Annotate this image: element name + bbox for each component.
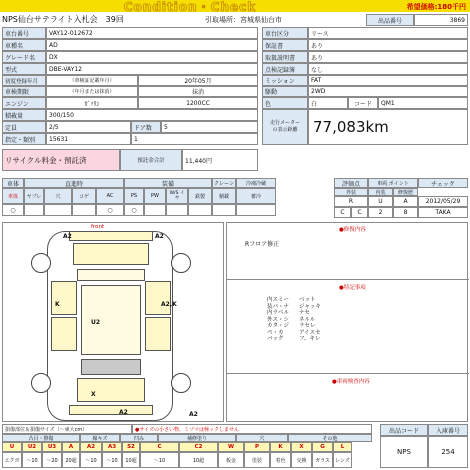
- body-color: 白: [308, 97, 348, 109]
- damage-mark-rear-bumper: A2: [119, 409, 128, 416]
- legend-code-5: A3: [102, 442, 122, 452]
- legend-size-2: ～20: [42, 452, 62, 468]
- special-line-6: バック: [267, 336, 284, 342]
- equip-value-3: [72, 204, 96, 216]
- score-r1-c1: R: [334, 196, 368, 207]
- legend-size-3: 20超: [62, 452, 80, 468]
- legend-size-12: 交換: [291, 452, 312, 468]
- capacity: 2/5: [46, 121, 131, 133]
- usage-label: 車台区分: [262, 27, 308, 39]
- special-notes-col2: [299, 297, 321, 343]
- legend-size-7: ～10: [140, 452, 179, 468]
- legend-col-1: 線キズ: [80, 434, 120, 442]
- back-door[interactable]: [77, 378, 145, 402]
- equip-value-4: ○: [96, 204, 124, 216]
- equip-header-5: PS: [124, 188, 144, 204]
- equip-header-1: ヤブレ: [24, 188, 44, 204]
- special-line2-6: フ、キレ: [299, 336, 321, 342]
- damage-mark-roof: U2: [91, 319, 101, 326]
- equip-header-8: 鉄製: [188, 188, 212, 204]
- legend-col-2: 凹み: [120, 434, 158, 442]
- engine-displacement: 1200CC: [138, 97, 258, 109]
- chassis-number: VAY12-012672: [46, 27, 258, 39]
- equip-header-0: 車体: [2, 188, 24, 204]
- equip-header-9: 積載: [212, 188, 236, 204]
- damage-mark-front-left: A2: [63, 233, 72, 240]
- equip-value-2: [44, 204, 72, 216]
- legend-col-4: 穴: [236, 434, 288, 442]
- score-r2-c1: C: [334, 207, 351, 218]
- legend-size-14: レンズ: [333, 452, 352, 468]
- chassis-label: 車台番号: [2, 27, 46, 39]
- car-name-label: 車種名: [2, 39, 46, 51]
- equip-header-2: 穴: [44, 188, 72, 204]
- mileage-label: [262, 109, 308, 145]
- recycle-fee: 11,440円: [182, 149, 258, 171]
- score-header-int: 内装: [368, 188, 393, 196]
- equip-header-4: AC: [96, 188, 124, 204]
- legend-code-8: C2: [179, 442, 218, 452]
- special-line2-3: ネルル: [299, 316, 316, 323]
- shop-code: NPS: [380, 436, 428, 468]
- roof[interactable]: [81, 285, 141, 355]
- entry-number-label: 出品番号: [366, 14, 414, 26]
- damage-mark-front-right: A2: [155, 233, 164, 240]
- engine-fuel: ｶﾞｿﾘﾝ: [46, 97, 138, 109]
- legend-size-row: [2, 452, 372, 468]
- usage: リース: [308, 27, 468, 39]
- first-registration: 20年05月: [138, 75, 258, 86]
- mileage-label-line2: の表示距離: [272, 127, 298, 133]
- legend-size-10: 塗装: [244, 452, 270, 468]
- equip-header-3: コゲ: [72, 188, 96, 204]
- damage-mark-back-door: X: [91, 391, 96, 398]
- legend-size-11: 着色: [270, 452, 291, 468]
- right-rear-wheel: [171, 373, 191, 393]
- grade: DX: [46, 51, 258, 63]
- special-line-3: 外ス・シ: [267, 316, 290, 323]
- legend-title-2: ●サイズの小さい物、ミゾマは極ックしません: [132, 424, 372, 434]
- score-r2-c3: 2: [368, 207, 393, 218]
- equip-value-8: [188, 204, 212, 216]
- equip-group-equipment: 装備: [124, 178, 212, 188]
- damage-mark-rear-right: A2: [189, 411, 198, 418]
- color-code-label: コード: [348, 97, 378, 109]
- legend-size-8: 10超: [179, 452, 218, 468]
- auction-name: NPS仙台サテライト入札会 39回: [2, 15, 124, 24]
- score-r2-c2: C: [351, 207, 368, 218]
- right-front-wheel: [171, 253, 191, 273]
- left-front-door[interactable]: [51, 281, 77, 315]
- legend-code-1: U2: [22, 442, 42, 452]
- designation-number: 15631: [46, 133, 131, 145]
- score-r1-c2: U: [368, 196, 393, 207]
- equip-value-0: ○: [2, 204, 24, 216]
- special-line2-4: ラセレ: [299, 323, 316, 329]
- equip-header-6: PW: [144, 188, 166, 204]
- hood[interactable]: [73, 243, 149, 265]
- engine-label: エンジン: [2, 97, 46, 109]
- manual-label: 取扱説明書: [262, 51, 308, 63]
- legend-code-12: X: [291, 442, 312, 452]
- score-check-label: チェック: [418, 178, 468, 188]
- score-header-ext: 外装: [334, 188, 368, 196]
- equip-value-6: [144, 204, 166, 216]
- legend-code-11: K: [270, 442, 291, 452]
- designation-label: 指定・類別: [2, 133, 46, 145]
- sheet-title: Condition・Check: [123, 0, 257, 14]
- legend-size-0: エクボ: [2, 452, 22, 468]
- legend-size-4: ～10: [80, 452, 102, 468]
- equip-header-10: 蓄冷: [236, 188, 276, 204]
- special-line-0: 内スミー: [267, 297, 290, 303]
- legend-size-9: 板金: [218, 452, 244, 468]
- equip-group-refrigeration: 冷凍冷蔵: [236, 178, 276, 188]
- legend-code-row: [2, 442, 372, 452]
- warranty-label: 保証書: [262, 39, 308, 51]
- legend-code-6: S2: [122, 442, 140, 452]
- legend-code-4: A2: [80, 442, 102, 452]
- equip-group-interior: 直進時: [24, 178, 124, 188]
- right-front-door[interactable]: [145, 281, 171, 315]
- score-r1-c3: A: [393, 196, 418, 207]
- capacity-label: 定員: [2, 121, 46, 133]
- legend-code-7: C: [140, 442, 179, 452]
- front-bumper[interactable]: [69, 231, 153, 241]
- legend-code-9: W: [218, 442, 244, 452]
- doors-label: ドア数: [131, 121, 161, 133]
- legend-code-3: A: [62, 442, 80, 452]
- transmission: FAT: [308, 75, 468, 86]
- equip-value-5: ○: [124, 204, 144, 216]
- equip-value-1: [24, 204, 44, 216]
- legend-code-0: U: [2, 442, 22, 452]
- recycle-label: リサイクル料金・預託済: [2, 149, 120, 171]
- shop-code-label: 出品コード: [380, 424, 428, 436]
- legend-size-1: ～10: [22, 452, 42, 468]
- inspection-note: （年月または抹消）: [46, 86, 138, 97]
- mileage-value: 77,083km: [308, 109, 468, 145]
- checker-name: TAKA: [418, 207, 468, 218]
- color-code: QM1: [378, 97, 468, 109]
- stock-number-label: 入庫番号: [428, 424, 468, 436]
- stock-number: 254: [428, 436, 468, 468]
- warranty: あり: [308, 39, 468, 51]
- recycle-fee-label: 預託金合計: [120, 149, 182, 171]
- first-registration-note: （車検証記載年月）: [46, 75, 138, 86]
- special-notes-col1: [267, 297, 289, 343]
- equip-value-10: [236, 204, 276, 216]
- special-line-5: ペ・カ: [267, 329, 284, 336]
- inspection-label: 車検期限: [2, 86, 46, 97]
- inspection-expiry: 抹消: [138, 86, 258, 97]
- color-label: 色: [262, 97, 308, 109]
- legend-size-13: ガラス: [312, 452, 333, 468]
- repair-title: ●修復内容: [339, 227, 366, 233]
- model-label: 型式: [2, 63, 46, 75]
- classification-number: 1: [131, 133, 258, 145]
- asking-price: 希望価格:180千円: [406, 3, 466, 11]
- rear-glass[interactable]: [81, 359, 141, 375]
- mileage-label-line1: 走行メーター: [269, 120, 300, 126]
- grade-label: グレード名: [2, 51, 46, 63]
- repair-text: Rフロア修正: [245, 241, 280, 248]
- special-line2-5: アイスセ: [299, 329, 321, 336]
- special-line-1: 装パ・ナ: [267, 303, 290, 310]
- score-point-label: 車両 ポイント: [368, 178, 418, 188]
- manual: あり: [308, 51, 468, 63]
- front-label: front: [91, 224, 105, 230]
- drive-label: 駆動: [262, 86, 308, 97]
- doors: 5: [161, 121, 258, 133]
- legend-size-6: 10超: [122, 452, 140, 468]
- special-title: ●特記事項: [339, 285, 366, 291]
- score-header-eval: 評価点: [334, 178, 368, 188]
- maintenance-records: なし: [308, 63, 468, 75]
- windshield[interactable]: [77, 269, 145, 281]
- special-line-2: 内ラベル: [267, 310, 290, 316]
- legend-title: 損傷部位＆損傷サイズ（～東大cm）: [2, 424, 132, 434]
- load-capacity: 300/150: [46, 109, 258, 121]
- left-rear-wheel: [31, 373, 51, 393]
- legend-col-3: 補修塗り: [158, 434, 236, 442]
- load-label: 積載量: [2, 109, 46, 121]
- notes-panel: [226, 222, 468, 422]
- rear-bumper[interactable]: [69, 405, 153, 415]
- special-line2-1: ジャッキ: [299, 303, 321, 310]
- model-code: DBE-VAY12: [46, 63, 258, 75]
- check-date: 2012/05/29: [418, 196, 468, 207]
- notes-divider-1: [227, 279, 469, 280]
- damage-mark-left-door: K: [55, 301, 60, 308]
- legend-col-5: その他: [288, 434, 372, 442]
- legend-code-2: U3: [42, 442, 62, 452]
- equip-group-body: 車体: [2, 178, 24, 188]
- left-rear-door[interactable]: [51, 317, 77, 351]
- legend-size-5: ～10: [102, 452, 122, 468]
- legend-code-13: G: [312, 442, 333, 452]
- pickup-location: 引取場所：宮城県仙台市: [205, 16, 282, 24]
- car-diagram: [2, 222, 224, 422]
- entry-number: 3869: [414, 14, 468, 26]
- damage-mark-right-door: A2,K: [161, 301, 177, 308]
- equip-group-crane: クレーン: [212, 178, 236, 188]
- special-line-4: カタ・ジ: [267, 323, 290, 329]
- special-line2-0: ベット: [299, 297, 316, 303]
- vehicle-inspection-title: ●車両検査内容: [332, 379, 370, 385]
- legend-code-10: P: [244, 442, 270, 452]
- right-rear-door[interactable]: [145, 317, 171, 351]
- drive-type: 2WD: [308, 86, 468, 97]
- equip-header-7: W/S イヤ: [166, 188, 188, 204]
- equip-value-9: [212, 204, 236, 216]
- notes-divider-2: [227, 373, 469, 374]
- left-front-wheel: [31, 253, 51, 273]
- transmission-label: ミッション: [262, 75, 308, 86]
- equip-value-7: [166, 204, 188, 216]
- first-registration-label: 初度登録年月: [2, 75, 46, 86]
- car-name: AD: [46, 39, 258, 51]
- records-label: 点検記録簿: [262, 63, 308, 75]
- score-header-repair: 修復歴: [393, 188, 418, 196]
- legend-code-14: L: [333, 442, 352, 452]
- special-line2-2: ナセ: [299, 310, 310, 316]
- legend-col-0: 凸目・擦傷: [2, 434, 80, 442]
- score-r2-c4: 8: [393, 207, 418, 218]
